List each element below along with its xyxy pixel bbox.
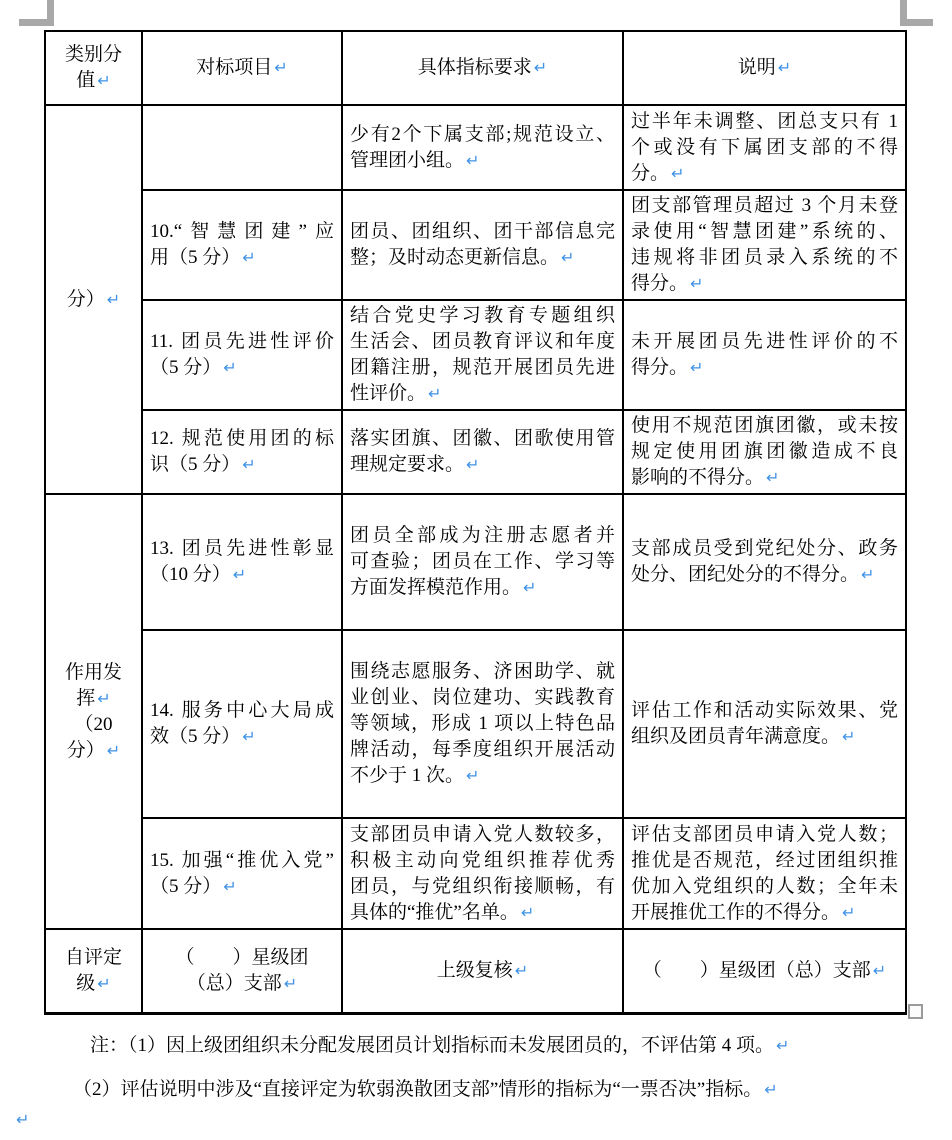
- text-line: [350, 900, 615, 926]
- paragraph-mark-icon: ↵: [283, 973, 298, 993]
- text-line: [150, 874, 334, 900]
- table-resize-handle[interactable]: [908, 1004, 923, 1019]
- cell-section1-score-label: [45, 105, 142, 494]
- paragraph-mark-icon: ↵: [242, 248, 256, 267]
- cell-r14-target-item: [142, 630, 342, 818]
- text-run: 自评定: [64, 946, 122, 968]
- text-line: [150, 536, 334, 562]
- cell-r10-explanation: [623, 190, 906, 300]
- paragraph-mark-icon: ↵: [764, 1080, 778, 1099]
- header-cell-target-item: [142, 31, 342, 105]
- text-line: [150, 55, 334, 81]
- cell-r13-requirements: [342, 494, 623, 630]
- text-line: [53, 686, 134, 712]
- text-run: （10 分）: [150, 564, 231, 585]
- table-row-item12: [45, 410, 906, 494]
- text-run: 得分。: [631, 273, 689, 294]
- paragraph-mark-icon: ↵: [106, 740, 121, 760]
- text-run: 生活会、团员教育评议和年度: [350, 331, 615, 352]
- text-run: 不少于 1 次。: [350, 765, 465, 786]
- text-line: [631, 329, 898, 355]
- cell-r11-target-item: [142, 300, 342, 410]
- text-line: [350, 329, 615, 355]
- table-row-item14: [45, 630, 906, 818]
- text-run: 分）: [66, 288, 105, 310]
- text-line: [350, 523, 615, 549]
- text-run: 开展推优工作的不得分。: [631, 901, 841, 923]
- cell-r15-explanation: [623, 818, 906, 929]
- text-line: [350, 426, 615, 452]
- paragraph-mark-icon: ↵: [842, 727, 856, 746]
- text-line: [350, 874, 615, 900]
- text-run: 团员、团组织、团干部信息完: [350, 221, 615, 242]
- text-run: 牌活动，每季度组织开展活动: [350, 739, 615, 760]
- text-run: 具体指标要求: [417, 57, 532, 78]
- text-run: 组织及团员青年满意度。: [631, 726, 841, 747]
- text-run: 影响的不得分。: [631, 467, 765, 488]
- text-run: 积极主动向党组织推荐优秀: [350, 849, 615, 871]
- text-line: [350, 711, 615, 737]
- text-line: [350, 958, 615, 984]
- text-line: [631, 465, 898, 491]
- note-1: [90, 1032, 789, 1059]
- text-run: 值: [76, 70, 96, 91]
- text-run: 具体的“推优”名单。: [350, 901, 519, 923]
- text-run: 管理团小组。: [350, 149, 465, 171]
- paragraph-mark-icon: ↵: [428, 384, 442, 403]
- header-cell-indicator-requirements: [342, 31, 623, 105]
- paragraph-mark-icon: ↵: [690, 358, 704, 377]
- text-run: 作用发: [64, 661, 122, 683]
- text-line: [53, 660, 134, 686]
- cell-r10-target-item: [142, 190, 342, 300]
- paragraph-mark-icon: ↵: [16, 1110, 30, 1129]
- text-line: [350, 122, 615, 148]
- text-line: [350, 575, 615, 601]
- text-line: [631, 161, 898, 187]
- cell-rA-requirements: [342, 105, 623, 190]
- cell-r12-requirements: [342, 410, 623, 494]
- text-run: 团员，与党组织衔接顺畅，有: [350, 875, 615, 897]
- paragraph-mark-icon: ↵: [561, 248, 575, 267]
- paragraph-mark-icon: ↵: [777, 58, 792, 77]
- text-run: 结合党史学习教育专题组织: [350, 305, 615, 326]
- paragraph-mark-icon: ↵: [242, 455, 256, 474]
- text-line: [631, 193, 898, 219]
- paragraph-mark-icon: ↵: [533, 58, 548, 77]
- page-margin-crop-mark-top-left-horizontal: [19, 19, 54, 26]
- text-line: [53, 68, 134, 94]
- text-run: 使用不规范团旗团徽，或未按: [631, 415, 898, 436]
- cell-r15-target-item: [142, 818, 342, 929]
- paragraph-mark-icon: ↵: [223, 358, 237, 377]
- paragraph-mark-icon: ↵: [232, 565, 247, 584]
- text-line: [53, 971, 134, 997]
- text-line: [350, 659, 615, 685]
- paragraph-mark-icon: ↵: [861, 565, 875, 584]
- text-run: 效（5 分）: [150, 726, 241, 747]
- text-line: [631, 958, 898, 984]
- paragraph-mark-icon: ↵: [223, 876, 237, 896]
- text-run: 分）: [66, 739, 105, 761]
- cell-r13-target-item: [142, 494, 342, 630]
- text-line: [631, 536, 898, 562]
- text-line: [350, 685, 615, 711]
- text-line: [631, 355, 898, 381]
- text-run: 15. 加强“推优入党”: [150, 849, 334, 871]
- text-run: 方面发挥模范作用。: [350, 577, 522, 598]
- text-run: 规定使用团旗团徽造成不良: [631, 441, 898, 462]
- text-line: [150, 219, 334, 245]
- paragraph-mark-icon: ↵: [671, 163, 685, 183]
- text-run: 得分。: [631, 357, 689, 378]
- paragraph-mark-icon: ↵: [97, 71, 111, 90]
- text-run: 用（5 分）: [150, 247, 241, 268]
- text-run: 支部成员受到党纪处分、政务: [631, 538, 898, 559]
- paragraph-mark-icon: ↵: [520, 902, 535, 922]
- text-run: 评估工作和活动实际效果、党: [631, 700, 898, 721]
- text-line: [150, 698, 334, 724]
- text-line: [631, 135, 898, 161]
- text-run: （20: [74, 713, 113, 735]
- text-line: [350, 245, 615, 271]
- cell-self-rating-star-blank: [142, 929, 342, 1013]
- text-line: [150, 971, 334, 997]
- paragraph-mark-icon: ↵: [466, 766, 480, 785]
- text-line: [150, 355, 334, 381]
- text-run: 团支部管理员超过 3 个月未登: [631, 195, 898, 216]
- text-run: 少有2个下属支部;规范设立、: [350, 123, 615, 145]
- header-cell-category-score: [45, 31, 142, 105]
- text-run: 业创业、岗位建功、实践教育: [350, 687, 615, 708]
- text-line: [150, 329, 334, 355]
- text-line: [631, 698, 898, 724]
- paragraph-mark-icon: ↵: [523, 578, 537, 597]
- paragraph-mark-icon: ↵: [106, 289, 121, 309]
- paragraph-mark-icon: ↵: [690, 274, 704, 293]
- text-line: [350, 822, 615, 848]
- text-run: 11. 团员先进性评价: [150, 331, 334, 352]
- text-line: [150, 724, 334, 750]
- cell-rA-target-item-empty: [142, 105, 342, 190]
- text-run: 理规定要求。: [350, 454, 465, 475]
- text-run: 未开展团员先进性评价的不: [631, 331, 898, 352]
- text-run: 上级复核: [436, 959, 513, 981]
- text-run: 处分、团纪处分的不得分。: [631, 564, 860, 585]
- text-line: [350, 737, 615, 763]
- header-cell-explanation: [623, 31, 906, 105]
- cell-r12-explanation: [623, 410, 906, 494]
- text-run: 围绕志愿服务、济困助学、就: [350, 661, 615, 682]
- text-run: 13. 团员先进性彰显: [150, 538, 334, 559]
- text-line: [631, 413, 898, 439]
- text-line: [53, 738, 134, 764]
- text-line: [631, 245, 898, 271]
- table-header-row: [45, 31, 906, 105]
- text-run: 过半年未调整、团总支只有 1: [631, 110, 898, 132]
- text-run: 说明: [737, 57, 776, 78]
- table-row-item15: [45, 818, 906, 929]
- cell-review-star-blank: [623, 929, 906, 1013]
- text-line: [53, 945, 134, 971]
- cell-r11-explanation: [623, 300, 906, 410]
- text-run: （2）评估说明中涉及“直接评定为软弱涣散团支部”情形的指标为“一票否决”指标。: [73, 1079, 763, 1100]
- text-run: 10.“智慧团建”应: [150, 221, 334, 242]
- text-line: [150, 245, 334, 271]
- text-run: 团员全部成为注册志愿者并: [350, 525, 615, 546]
- text-run: 识（5 分）: [150, 454, 241, 475]
- text-line: [150, 562, 334, 588]
- text-run: 落实团旗、团徽、团歌使用管: [350, 428, 615, 449]
- text-line: [150, 426, 334, 452]
- table-row-item10: [45, 190, 906, 300]
- cell-self-rating-label: [45, 929, 142, 1013]
- paragraph-mark-icon: ↵: [466, 150, 480, 170]
- paragraph-mark-icon: ↵: [466, 455, 480, 474]
- text-line: [631, 900, 898, 926]
- text-run: 违规将非团员录入系统的不: [631, 247, 898, 268]
- text-run: 可查验；团员在工作、学习等: [350, 551, 615, 572]
- text-line: [350, 55, 615, 81]
- paragraph-mark-icon: ↵: [274, 58, 288, 77]
- text-run: 个或没有下属团支部的不得: [631, 136, 898, 158]
- text-line: [631, 848, 898, 874]
- paragraph-mark-icon: ↵: [514, 960, 529, 980]
- text-line: [350, 381, 615, 407]
- text-run: 12. 规范使用团的标: [150, 428, 334, 449]
- text-run: 类别分: [64, 44, 122, 65]
- text-run: 优加入党组织的人数；全年未: [631, 875, 898, 897]
- text-line: [14, 1106, 29, 1133]
- text-line: [150, 452, 334, 478]
- paragraph-mark-icon: ↵: [776, 1036, 790, 1055]
- text-line: [150, 848, 334, 874]
- text-line: [350, 303, 615, 329]
- text-run: 性评价。: [350, 383, 427, 404]
- text-run: 对标项目: [196, 57, 273, 78]
- paragraph-mark-icon: ↵: [97, 688, 111, 708]
- text-line: [350, 763, 615, 789]
- note-2: [73, 1076, 778, 1103]
- text-run: 评估支部团员申请入党人数；: [631, 823, 898, 845]
- text-run: 挥: [76, 687, 96, 709]
- trailing-empty-paragraph: [14, 1106, 29, 1133]
- table-row-item11: [45, 300, 906, 410]
- table-row-item13: [45, 494, 906, 630]
- text-line: [90, 1032, 789, 1059]
- text-line: [631, 271, 898, 297]
- text-run: 推优是否规范，经过团组织推: [631, 849, 898, 871]
- text-line: [53, 287, 134, 313]
- text-run: （总）支部: [186, 972, 282, 994]
- cell-section2-label-role-performance: [45, 494, 142, 929]
- text-line: [350, 148, 615, 174]
- text-run: 等领域，形成 1 项以上特色品: [350, 713, 615, 734]
- table-row-continued: [45, 105, 906, 190]
- text-run: 整；及时动态更新信息。: [350, 247, 560, 268]
- text-run: （ ）星级团（总）支部: [642, 959, 871, 981]
- paragraph-mark-icon: ↵: [872, 960, 887, 980]
- text-line: [150, 945, 334, 971]
- text-line: [631, 55, 898, 81]
- text-line: [350, 848, 615, 874]
- paragraph-mark-icon: ↵: [766, 468, 780, 487]
- cell-r14-requirements: [342, 630, 623, 818]
- text-run: 注：（1）因上级团组织未分配发展团员计划指标而未发展团员的，不评估第 4 项。: [90, 1035, 775, 1056]
- text-run: 14. 服务中心大局成: [150, 700, 334, 721]
- text-line: [53, 712, 134, 738]
- text-line: [631, 109, 898, 135]
- paragraph-mark-icon: ↵: [242, 727, 256, 746]
- evaluation-table: [44, 30, 907, 1015]
- paragraph-mark-icon: ↵: [97, 973, 111, 993]
- text-run: 录使用“智慧团建”系统的、: [631, 221, 898, 242]
- text-line: [350, 219, 615, 245]
- table-row-self-rating: [45, 929, 906, 1013]
- text-line: [631, 874, 898, 900]
- text-line: [631, 724, 898, 750]
- text-line: [350, 355, 615, 381]
- text-line: [350, 549, 615, 575]
- text-line: [73, 1076, 778, 1103]
- page-margin-crop-mark-top-right-horizontal: [900, 19, 933, 26]
- cell-r11-requirements: [342, 300, 623, 410]
- text-line: [631, 562, 898, 588]
- text-run: （5 分）: [150, 875, 222, 897]
- text-run: （5 分）: [150, 357, 222, 378]
- cell-r13-explanation: [623, 494, 906, 630]
- text-line: [631, 439, 898, 465]
- cell-r15-requirements: [342, 818, 623, 929]
- cell-superior-review-label: [342, 929, 623, 1013]
- text-line: [53, 42, 134, 68]
- text-line: [631, 219, 898, 245]
- text-run: 团籍注册，规范开展团员先进: [350, 357, 615, 378]
- text-line: [350, 452, 615, 478]
- cell-r12-target-item: [142, 410, 342, 494]
- paragraph-mark-icon: ↵: [842, 902, 856, 922]
- cell-r10-requirements: [342, 190, 623, 300]
- text-run: 级: [76, 972, 96, 994]
- text-run: （ ）星级团: [175, 946, 309, 968]
- cell-r14-explanation: [623, 630, 906, 818]
- cell-rA-explanation: [623, 105, 906, 190]
- text-run: 分。: [631, 162, 670, 184]
- text-run: 支部团员申请入党人数较多，: [350, 823, 615, 845]
- text-line: [631, 822, 898, 848]
